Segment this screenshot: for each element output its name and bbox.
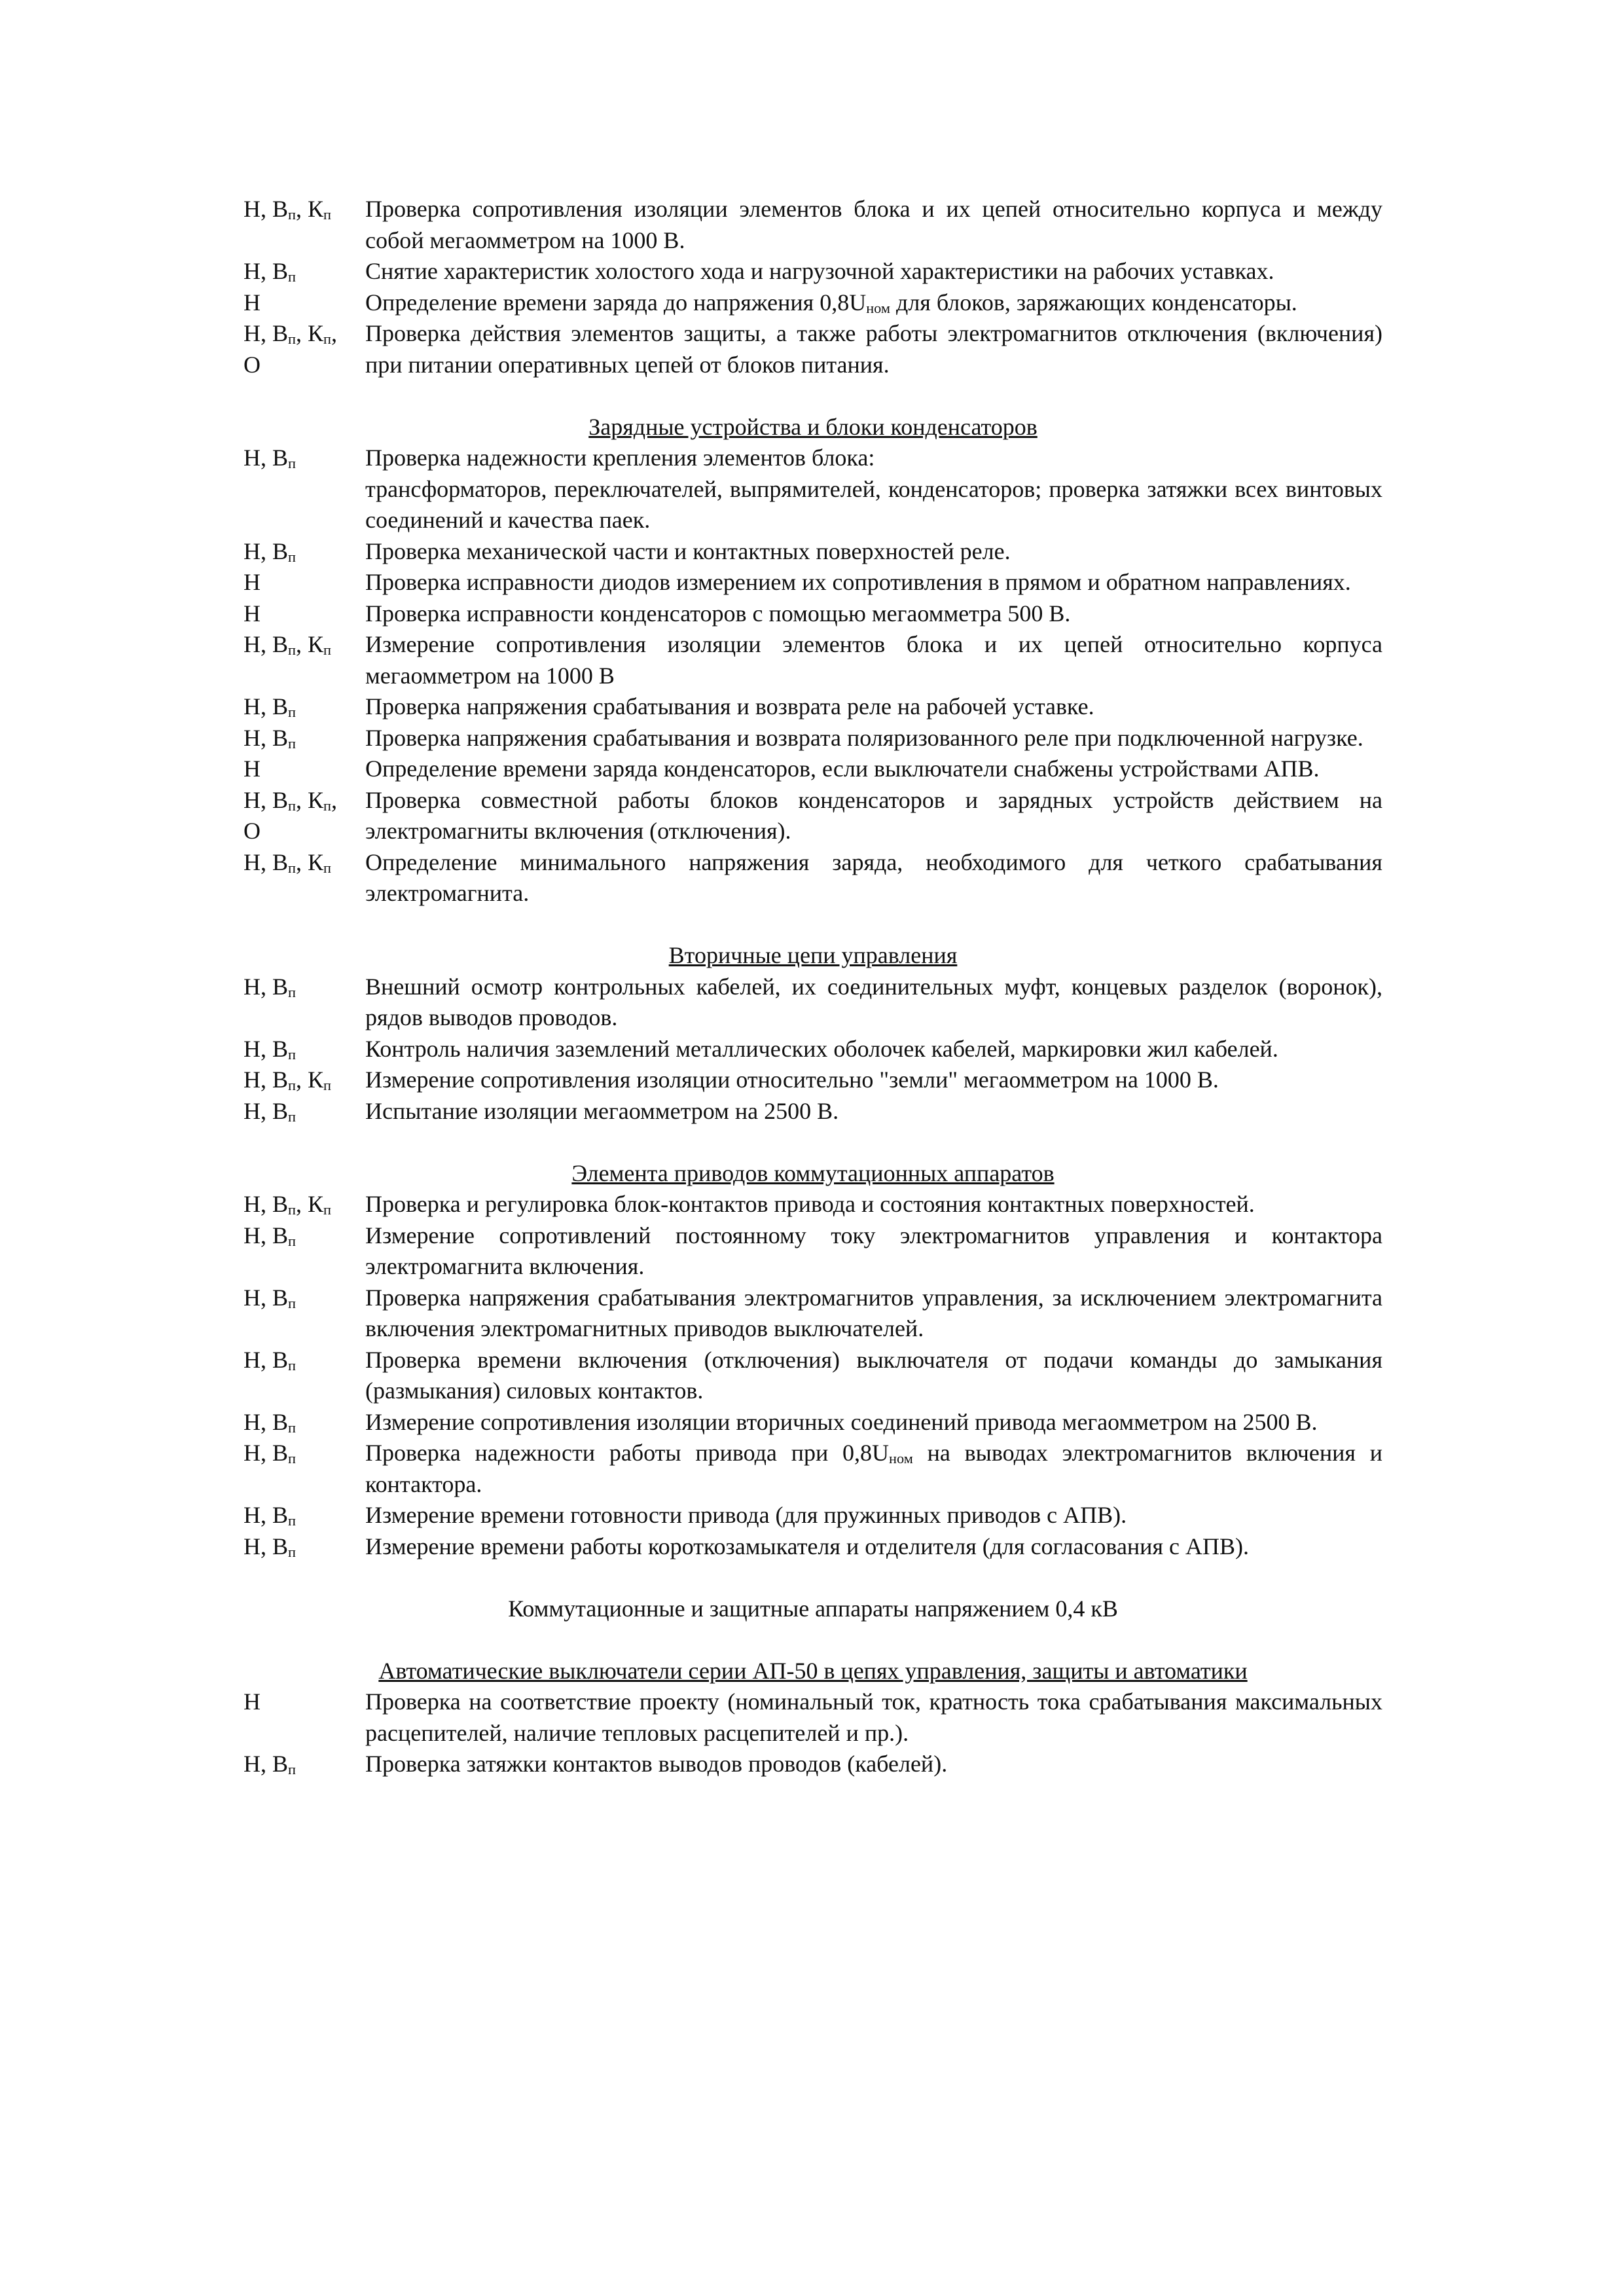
check-type-code: Н, $В_п$ bbox=[244, 538, 296, 565]
check-item bbox=[244, 1407, 1382, 1438]
check-item bbox=[244, 567, 1382, 598]
check-type-code: Н, $В_п$ bbox=[244, 1751, 296, 1778]
check-type-code: Н bbox=[244, 289, 261, 316]
spacer bbox=[244, 1562, 1382, 1594]
check-type-code: Н, $В_п$ bbox=[244, 258, 296, 285]
check-description: Определение времени заряда конденсаторов, если выключатели снабжены устройствами АПВ. bbox=[365, 756, 1320, 782]
check-item bbox=[244, 847, 1382, 909]
check-description: Проверка сопротивления изоляции элементов блока и их цепей относительно корпуса и между собой мегаомметром на 1000 В. bbox=[365, 196, 1382, 253]
check-item bbox=[244, 1034, 1382, 1065]
check-item bbox=[244, 785, 1382, 847]
check-description: Измерение времени работы короткозамыкателя и отделителя (для согласования с АПВ). bbox=[365, 1533, 1249, 1559]
check-type-code: Н, $В_п$ bbox=[244, 1440, 296, 1467]
check-type-code: Н, $В_п$, $К_п$ bbox=[244, 1066, 331, 1094]
spacer bbox=[244, 1624, 1382, 1656]
check-description: Проверка напряжения срабатывания и возврата поляризованного реле при подключенной нагрузке. bbox=[365, 724, 1363, 751]
check-item bbox=[244, 1096, 1382, 1127]
section-heading: Коммутационные и защитные аппараты напряжением 0,4 кВ bbox=[508, 1595, 1118, 1622]
check-item bbox=[244, 1438, 1382, 1500]
check-description: Проверка времени включения (отключения) выключателя от подачи команды до замыкания (размыкания) силовых контактов. bbox=[365, 1346, 1382, 1404]
section-heading: Элемента приводов коммутационных аппаратов bbox=[571, 1159, 1055, 1186]
check-description: Измерение сопротивлений постоянному току электромагнитов управления и контактора электромагнита включения. bbox=[365, 1222, 1382, 1279]
check-type-code: Н, $В_п$ bbox=[244, 1222, 296, 1249]
check-description: Проверка напряжения срабатывания электромагнитов управления, за исключением электромагнита включения электромагнитных приводов выключателей. bbox=[365, 1284, 1382, 1341]
check-description: Измерение сопротивления изоляции элементов блока и их цепей относительно корпуса мегаомметром на 1000 В bbox=[365, 631, 1382, 689]
check-item bbox=[244, 1686, 1382, 1749]
section-heading: Зарядные устройства и блоки конденсаторов bbox=[588, 413, 1038, 440]
check-item bbox=[244, 1500, 1382, 1531]
check-description: Измерение сопротивления изоляции относительно "земли" мегаомметром на 1000 В. bbox=[365, 1066, 1219, 1093]
check-item bbox=[244, 1065, 1382, 1096]
check-description: Контроль наличия заземлений металлических оболочек кабелей, маркировки жил кабелей. bbox=[365, 1035, 1278, 1062]
check-item bbox=[244, 318, 1382, 380]
check-type-code: Н bbox=[244, 1688, 261, 1715]
section-heading: Автоматические выключатели серии АП-50 в цепях управления, защиты и автоматики bbox=[378, 1657, 1248, 1684]
check-description: Проверка на соответствие проекту (номинальный ток, кратность тока срабатывания максимальных расцепителей, наличие тепловых расцепителей и пр.). bbox=[365, 1688, 1382, 1746]
check-description: Внешний осмотр контрольных кабелей, их соединительных муфт, концевых разделок (воронок), рядов выводов проводов. bbox=[365, 973, 1382, 1030]
check-description: Проверка напряжения срабатывания и возврата реле на рабочей уставке. bbox=[365, 693, 1094, 720]
check-type-code: Н, $В_п$ bbox=[244, 1284, 296, 1311]
check-item bbox=[244, 443, 1382, 536]
check-type-code: Н, $В_п$, $К_п$ bbox=[244, 1191, 331, 1218]
check-item bbox=[244, 1345, 1382, 1407]
spacer bbox=[244, 380, 1382, 412]
check-description: Проверка надежности работы привода при $0,8U_{ном}$ на выводах электромагнитов включения и контактора. bbox=[365, 1440, 1382, 1497]
check-item bbox=[244, 1749, 1382, 1780]
check-type-code: Н bbox=[244, 600, 261, 627]
check-type-code: Н, $В_п$, $К_п$, О bbox=[244, 786, 337, 844]
check-type-code: Н, $В_п$ bbox=[244, 1097, 296, 1125]
check-description: Снятие характеристик холостого хода и нагрузочной характеристики на рабочих уставках. bbox=[365, 258, 1274, 284]
check-type-code: Н, $В_п$ bbox=[244, 1035, 296, 1063]
check-item bbox=[244, 256, 1382, 287]
check-item bbox=[244, 1531, 1382, 1563]
check-type-code: Н, $В_п$ bbox=[244, 1346, 296, 1374]
section-heading: Вторичные цепи управления bbox=[668, 942, 958, 968]
check-type-code: Н, $В_п$ bbox=[244, 1408, 296, 1436]
check-description: Испытание изоляции мегаомметром на 2500 В. bbox=[365, 1097, 839, 1124]
check-item bbox=[244, 536, 1382, 568]
check-item bbox=[244, 972, 1382, 1034]
check-description: Определение времени заряда до напряжения $0,8U_{ном}$ для блоков, заряжающих конденсаторы. bbox=[365, 289, 1297, 316]
check-type-code: Н bbox=[244, 569, 261, 595]
check-item bbox=[244, 629, 1382, 691]
check-type-code: Н, $В_п$, $К_п$ bbox=[244, 631, 331, 659]
check-type-code: Н, $В_п$ bbox=[244, 445, 296, 472]
check-type-code: Н, $В_п$, $К_п$ bbox=[244, 848, 331, 876]
check-item bbox=[244, 1283, 1382, 1345]
check-item bbox=[244, 754, 1382, 785]
check-item bbox=[244, 598, 1382, 630]
check-item bbox=[244, 723, 1382, 754]
check-type-code: Н, $В_п$ bbox=[244, 1502, 296, 1529]
check-description: Проверка совместной работы блоков конденсаторов и зарядных устройств действием на электромагниты включения (отключения). bbox=[365, 786, 1382, 844]
check-description: Определение минимального напряжения заряда, необходимого для четкого срабатывания электромагнита. bbox=[365, 848, 1382, 906]
check-type-code: Н bbox=[244, 756, 261, 782]
check-description: Проверка исправности диодов измерением их сопротивления в прямом и обратном направлениях. bbox=[365, 569, 1351, 595]
check-item bbox=[244, 287, 1382, 319]
check-type-code: Н, $В_п$, $К_п$, О bbox=[244, 320, 337, 378]
check-type-code: Н, $В_п$ bbox=[244, 724, 296, 752]
check-type-code: Н, $В_п$ bbox=[244, 973, 296, 1000]
spacer bbox=[244, 909, 1382, 941]
check-description: Проверка действия элементов защиты, а также работы электромагнитов отключения (включения) при питании оперативных цепей от блоков питания. bbox=[365, 320, 1382, 378]
check-description: Проверка надежности крепления элементов блока: трансформаторов, переключателей, выпрямителей, конденсаторов; проверка затяжки всех винтовых соединений и качества паек. bbox=[365, 445, 1382, 533]
check-description: Проверка механической части и контактных поверхностей реле. bbox=[365, 538, 1011, 564]
document-page bbox=[244, 194, 1382, 1780]
check-item bbox=[244, 691, 1382, 723]
check-type-code: Н, $В_п$, $К_п$ bbox=[244, 196, 331, 223]
check-description: Проверка затяжки контактов выводов проводов (кабелей). bbox=[365, 1751, 948, 1777]
check-description: Измерение времени готовности привода (для пружинных приводов с АПВ). bbox=[365, 1502, 1127, 1528]
check-type-code: Н, $В_п$ bbox=[244, 693, 296, 721]
spacer bbox=[244, 1127, 1382, 1158]
check-description: Проверка исправности конденсаторов с помощью мегаомметра 500 В. bbox=[365, 600, 1071, 627]
check-item bbox=[244, 1189, 1382, 1220]
check-item bbox=[244, 1220, 1382, 1283]
check-description: Проверка и регулировка блок-контактов привода и состояния контактных поверхностей. bbox=[365, 1191, 1255, 1217]
check-description: Измерение сопротивления изоляции вторичных соединений привода мегаомметром на 2500 В. bbox=[365, 1408, 1318, 1435]
check-item bbox=[244, 194, 1382, 256]
check-type-code: Н, $В_п$ bbox=[244, 1533, 296, 1560]
